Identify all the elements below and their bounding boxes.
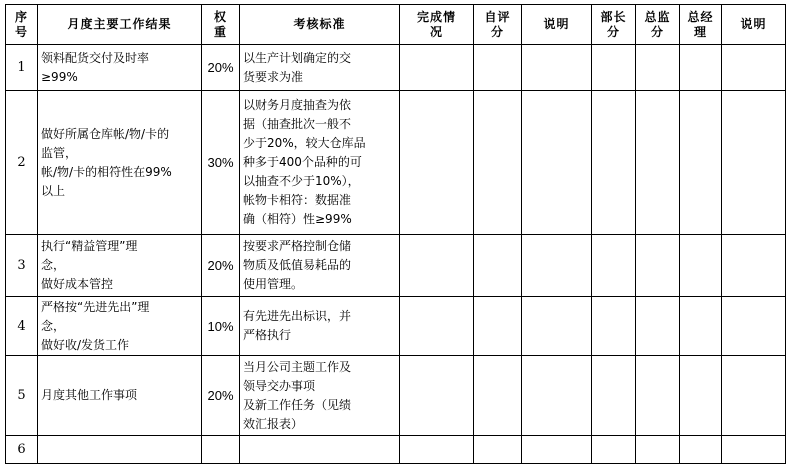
header-self-score: 自评 分 [474, 5, 522, 45]
row-note-2-cell[interactable] [722, 235, 786, 297]
header-row [6, 5, 786, 45]
row-dept-head-cell[interactable] [592, 356, 636, 436]
row-seq: 3 [6, 235, 38, 297]
row-note-cell[interactable] [522, 436, 592, 464]
row-self-score-cell[interactable] [474, 91, 522, 235]
row-dept-head-cell[interactable] [592, 297, 636, 356]
row-completion-cell[interactable] [400, 297, 474, 356]
row-gm-cell[interactable] [680, 436, 722, 464]
table-row [6, 45, 786, 91]
header-note-2: 说明 [722, 5, 786, 45]
row-result: 严格按“先进先出”理 念， 做好收/发货工作 [38, 297, 202, 356]
header-result: 月度主要工作结果 [38, 5, 202, 45]
row-note-cell[interactable] [522, 45, 592, 91]
row-director-cell[interactable] [636, 235, 680, 297]
row-seq: 6 [6, 436, 38, 464]
row-note-cell[interactable] [522, 235, 592, 297]
row-weight: 20% [202, 45, 240, 91]
table-row [6, 297, 786, 356]
table-row [6, 235, 786, 297]
row-note-2-cell[interactable] [722, 436, 786, 464]
row-director-cell[interactable] [636, 91, 680, 235]
row-dept-head-cell[interactable] [592, 91, 636, 235]
row-criteria: 以财务月度抽查为依 据（抽查批次一般不 少于20%，较大仓库品 种多于400个品种的可 以抽查不少于10%）， 帐物卡相符：数据准 确（相符）性≥99% [240, 91, 400, 235]
row-result: 做好所属仓库帐/物/卡的 监管， 帐/物/卡的相符性在99% 以上 [38, 91, 202, 235]
row-criteria: 当月公司主题工作及 领导交办事项 及新工作任务（见绩 效汇报表） [240, 356, 400, 436]
row-completion-cell[interactable] [400, 91, 474, 235]
row-dept-head-cell[interactable] [592, 235, 636, 297]
row-completion-cell[interactable] [400, 356, 474, 436]
header-completion: 完成情 况 [400, 5, 474, 45]
row-note-2-cell[interactable] [722, 297, 786, 356]
table-row [6, 91, 786, 235]
row-gm-cell[interactable] [680, 297, 722, 356]
row-dept-head-cell[interactable] [592, 436, 636, 464]
row-self-score-cell[interactable] [474, 356, 522, 436]
row-criteria[interactable] [240, 436, 400, 464]
row-weight[interactable] [202, 436, 240, 464]
row-result: 领料配货交付及时率 ≥99% [38, 45, 202, 91]
row-self-score-cell[interactable] [474, 436, 522, 464]
row-result: 月度其他工作事项 [38, 356, 202, 436]
kpi-table [5, 4, 786, 464]
row-seq: 4 [6, 297, 38, 356]
row-director-cell[interactable] [636, 356, 680, 436]
header-note: 说明 [522, 5, 592, 45]
header-gm-score: 总经 理 [680, 5, 722, 45]
row-gm-cell[interactable] [680, 45, 722, 91]
header-dept-head-score: 部长 分 [592, 5, 636, 45]
row-seq: 5 [6, 356, 38, 436]
row-weight: 30% [202, 91, 240, 235]
row-criteria: 以生产计划确定的交 货要求为准 [240, 45, 400, 91]
row-note-cell[interactable] [522, 356, 592, 436]
row-director-cell[interactable] [636, 297, 680, 356]
header-director-score: 总监 分 [636, 5, 680, 45]
row-weight: 20% [202, 356, 240, 436]
row-result: 执行“精益管理”理 念， 做好成本管控 [38, 235, 202, 297]
row-result[interactable] [38, 436, 202, 464]
table-row [6, 436, 786, 464]
row-self-score-cell[interactable] [474, 235, 522, 297]
row-seq: 1 [6, 45, 38, 91]
row-completion-cell[interactable] [400, 436, 474, 464]
row-completion-cell[interactable] [400, 45, 474, 91]
row-weight: 20% [202, 235, 240, 297]
row-director-cell[interactable] [636, 45, 680, 91]
row-director-cell[interactable] [636, 436, 680, 464]
row-note-cell[interactable] [522, 297, 592, 356]
row-note-2-cell[interactable] [722, 356, 786, 436]
header-weight: 权 重 [202, 5, 240, 45]
row-gm-cell[interactable] [680, 91, 722, 235]
row-gm-cell[interactable] [680, 356, 722, 436]
header-criteria: 考核标准 [240, 5, 400, 45]
row-criteria: 按要求严格控制仓储 物质及低值易耗品的 使用管理。 [240, 235, 400, 297]
row-dept-head-cell[interactable] [592, 45, 636, 91]
row-note-2-cell[interactable] [722, 45, 786, 91]
row-completion-cell[interactable] [400, 235, 474, 297]
row-self-score-cell[interactable] [474, 297, 522, 356]
row-criteria: 有先进先出标识，并 严格执行 [240, 297, 400, 356]
row-gm-cell[interactable] [680, 235, 722, 297]
row-weight: 10% [202, 297, 240, 356]
row-self-score-cell[interactable] [474, 45, 522, 91]
header-seq: 序 号 [6, 5, 38, 45]
row-seq: 2 [6, 91, 38, 235]
row-note-cell[interactable] [522, 91, 592, 235]
row-note-2-cell[interactable] [722, 91, 786, 235]
table-row [6, 356, 786, 436]
